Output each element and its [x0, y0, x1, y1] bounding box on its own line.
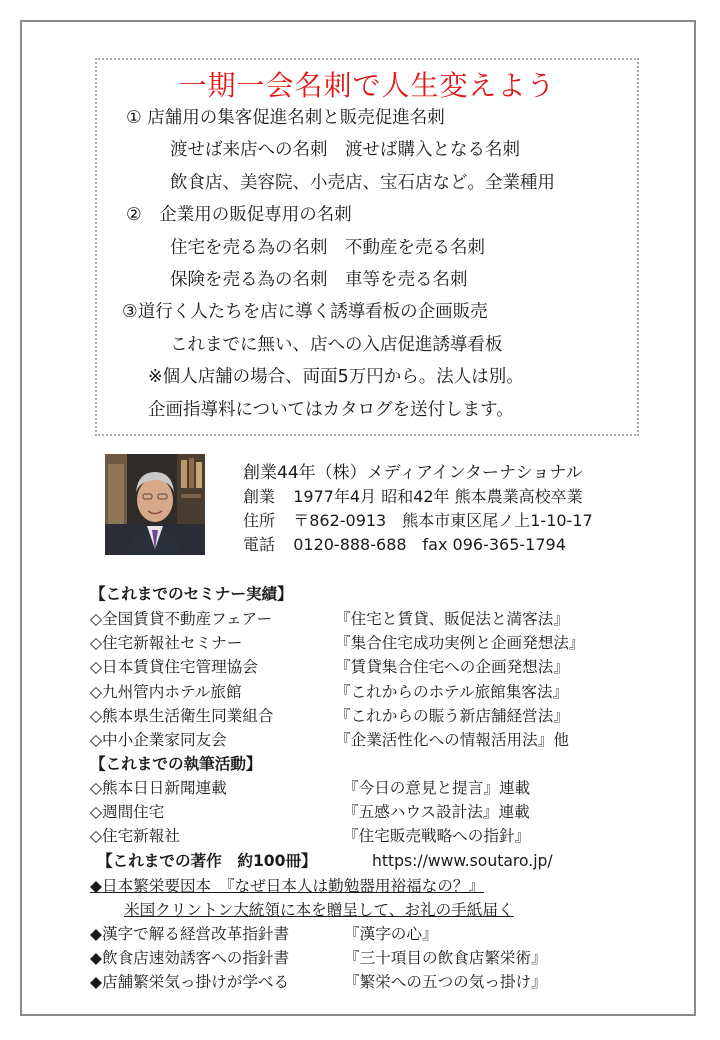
portrait-image — [105, 454, 205, 555]
promo-line-3: 飲食店、美容院、小売店、宝石店など。全業種用 — [170, 173, 555, 193]
featured-book-title: ◆日本繁栄要因本 『なぜ日本人は勤勉器用裕福なの？』 — [90, 877, 485, 895]
seminar-topic-3: 『賃貸集合住宅への企画発想法』 — [335, 658, 569, 676]
seminar-org-1: ◇全国賃貸不動産フェアー — [90, 610, 273, 628]
promo-line-10: 企画指導料についてはカタログを送付します。 — [148, 400, 514, 420]
phone-value: 0120-888-688 fax 096-365-1794 — [293, 535, 566, 554]
seminars-heading: 【これまでのセミナー実績】 — [90, 585, 293, 603]
writing-topic-3: 『住宅販売戦略への指針』 — [343, 827, 531, 845]
seminar-topic-5: 『これからの賑う新店舗経営法』 — [335, 707, 569, 725]
featured-book-note: 米国クリントン大統領に本を贈呈して、お礼の手紙届く — [124, 901, 514, 919]
promo-line-7: ③道行く人たちを店に導く誘導看板の企画販売 — [122, 302, 488, 322]
writing-org-1: ◇熊本日日新聞連載 — [90, 779, 227, 797]
writing-org-3: ◇住宅新報社 — [90, 827, 180, 845]
seminar-org-4: ◇九州管内ホテル旅館 — [90, 683, 242, 701]
promo-title: 一期一会名刺で人生変えよう — [178, 69, 556, 102]
books-heading: 【これまでの著作 約100冊】 — [97, 852, 317, 870]
profile-photo — [105, 454, 205, 555]
promo-line-8: これまでに無い、店への入店促進誘導看板 — [170, 335, 503, 355]
founded-label: 創業 — [243, 487, 276, 506]
seminar-topic-6: 『企業活性化への情報活用法』他 — [335, 731, 569, 749]
promo-line-2: 渡せば来店への名刺 渡せば購入となる名刺 — [170, 140, 520, 160]
phone-label: 電話 — [243, 535, 276, 554]
website-link[interactable]: https://www.soutaro.jp/ — [372, 852, 553, 870]
book-org-2: ◆飲食店速効誘客への指針書 — [90, 949, 290, 967]
seminar-topic-1: 『住宅と賃貸、販促法と満客法』 — [335, 610, 569, 628]
writing-org-2: ◇週間住宅 — [90, 803, 165, 821]
promo-line-9: ※個人店舗の場合、両面5万円から。法人は別。 — [148, 367, 524, 387]
book-org-1: ◆漢字で解る経営改革指針書 — [90, 925, 290, 943]
founded-value: 1977年4月 昭和42年 熊本農業高校卒業 — [293, 487, 583, 506]
writing-topic-1: 『今日の意見と提言』連載 — [343, 779, 531, 797]
seminar-org-2: ◇住宅新報社セミナー — [90, 634, 243, 652]
promo-line-6: 保険を売る為の名刺 車等を売る名刺 — [170, 270, 468, 290]
seminar-topic-4: 『これからのホテル旅館集客法』 — [335, 683, 569, 701]
promo-line-1: ① 店舗用の集客促進名刺と販売促進名刺 — [126, 108, 445, 128]
company-name: 創業44年（株）メディアインターナショナル — [243, 463, 583, 483]
book-topic-3: 『繁栄への五つの気っ掛け』 — [344, 973, 547, 991]
promo-line-4: ② 企業用の販促専用の名刺 — [126, 205, 352, 225]
address-row — [243, 511, 593, 531]
book-org-3: ◆店舗繁栄気っ掛けが学べる — [90, 973, 290, 991]
writing-topic-2: 『五感ハウス設計法』連載 — [343, 803, 530, 821]
seminar-org-6: ◇中小企業家同友会 — [90, 731, 227, 749]
phone-row — [243, 535, 566, 555]
address-label: 住所 — [243, 511, 276, 530]
writing-heading: 【これまでの執筆活動】 — [90, 755, 262, 773]
promo-line-5: 住宅を売る為の名刺 不動産を売る名刺 — [170, 238, 485, 258]
founded-row — [243, 487, 583, 507]
seminar-topic-2: 『集合住宅成功実例と企画発想法』 — [335, 634, 585, 652]
seminar-org-5: ◇熊本県生活衛生同業組合 — [90, 707, 274, 725]
address-value: 〒862-0913 熊本市東区尾ノ上1-10-17 — [293, 511, 593, 530]
seminar-org-3: ◇日本賃貸住宅管理協会 — [90, 658, 258, 676]
book-topic-2: 『三十項目の飲食店繁栄術』 — [344, 949, 547, 967]
book-topic-1: 『漢字の心』 — [344, 925, 438, 943]
